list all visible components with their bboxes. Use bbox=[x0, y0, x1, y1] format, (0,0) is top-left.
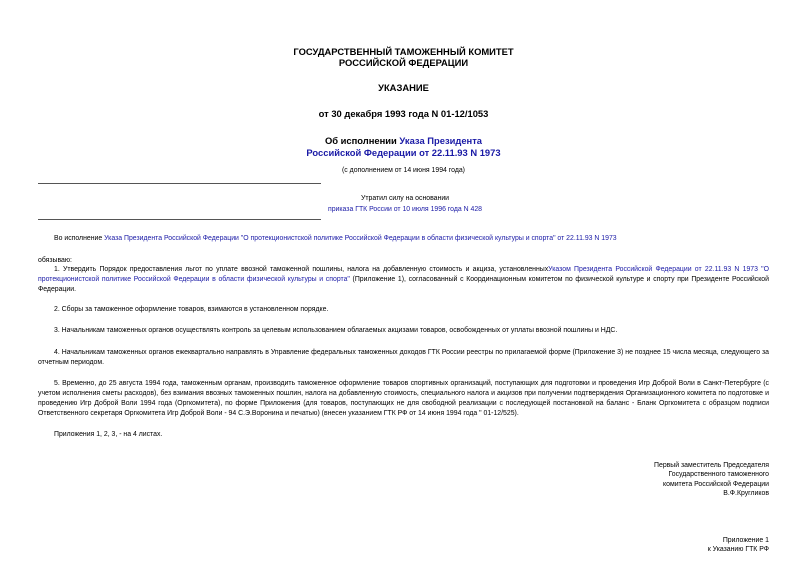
p1-text-b: (Приложение 1), согласованный с Координационным комитетом по физической культуре и спорту при Президенте Российской Федерации. bbox=[38, 276, 769, 293]
intro-prefix: Во исполнение bbox=[54, 235, 105, 242]
signature-block bbox=[654, 461, 769, 499]
title-decree-link[interactable]: Указа Президента bbox=[399, 135, 483, 146]
attachments-note: Приложения 1, 2, 3, - на 4 листах. bbox=[54, 431, 163, 438]
title-decree-link-line2[interactable]: Российской Федерации от 22.11.93 N 1973 bbox=[306, 147, 501, 158]
divider-bottom bbox=[38, 219, 321, 220]
paragraph-3: 3. Начальникам таможенных органов осуществлять контроль за целевым использованием облагаемых акцизами товаров, освобожденных от уплаты ввозной пошлины и НДС. bbox=[54, 327, 618, 334]
org-name-line2: РОССИЙСКОЙ ФЕДЕРАЦИИ bbox=[338, 57, 469, 68]
appendix-heading bbox=[708, 536, 769, 555]
obligate-text: обязываю: bbox=[38, 257, 72, 264]
appendix-line2: к Указанию ГТК РФ bbox=[707, 546, 769, 554]
signature-line2: Государственного таможенного bbox=[668, 471, 769, 479]
signatory-name: В.Ф.Кругликов bbox=[723, 490, 769, 498]
intro-decree-link[interactable]: Указа Президента Российской Федерации "О протекционистской политике Российской Федерации в области физической культуры и спорта" от 22.11.93 N 1973 bbox=[104, 235, 617, 242]
title-prefix: Об исполнении bbox=[324, 135, 400, 146]
signature-line1: Первый заместитель Председателя bbox=[654, 462, 769, 469]
repeal-order-link[interactable]: приказа ГТК России от 10 июля 1996 года N 428 bbox=[327, 206, 483, 213]
document-title-line1 bbox=[0, 135, 807, 146]
document-type: УКАЗАНИЕ bbox=[378, 82, 429, 93]
amendment-note: (с дополнением от 14 июня 1994 года) bbox=[342, 167, 465, 174]
org-name-line1: ГОСУДАРСТВЕННЫЙ ТАМОЖЕННЫЙ КОМИТЕТ bbox=[293, 46, 514, 57]
status-line: Утратил силу на основании bbox=[360, 195, 450, 202]
paragraph-2: 2. Сборы за таможенное оформление товаров, взимаются в установленном порядке. bbox=[54, 306, 329, 313]
paragraph-4: 4. Начальникам таможенных органов ежеквартально направлять в Управление федеральных таможенных доходов ГТК России реестры по прилагаемой форме (Приложение 3) не позднее 15 числа месяца, следующего за отчетным периодом. bbox=[38, 349, 769, 366]
divider-top bbox=[38, 183, 321, 184]
p1-decree-link[interactable]: Указом Президента Российской Федерации от 22.11.93 N 1973 "О протекционистской политике Российской Федерации в области физической культуры и спорта" bbox=[38, 266, 769, 283]
p1-text-a: 1. Утвердить Порядок предоставления льгот по уплате ввозной таможенной пошлины, налога на добавленную стоимость и акциза, установленных bbox=[54, 266, 549, 273]
appendix-line1: Приложение 1 bbox=[722, 537, 769, 544]
document-date-number: от 30 декабря 1993 года N 01-12/1053 bbox=[318, 108, 489, 119]
signature-line3: комитета Российской Федерации bbox=[663, 480, 769, 488]
intro-paragraph bbox=[38, 234, 769, 244]
paragraph-1 bbox=[38, 265, 769, 295]
paragraph-5: 5. Временно, до 25 августа 1994 года, таможенным органам, производить таможенное оформление товаров спортивных организаций, поступающих для подготовки и проведения Игр Доброй Воли в Санкт-Петербурге (с учетом исполнения сметы расходов), без взимания ввозных таможенных пошлин, налога на добавленную стоимость, специального налога и акцизов при получении подтверждения Организационного комитета по подготовке и проведению Игр Доброй Воли 1994 года (Оргкомитета), по форме Приложения (для товаров, поступающих не для свободной реализации с последующей постановкой на баланс - Бланк Оргкомитета с образцом подписи Ответственного секретаря Оргкомитета Игр Доброй Воли - 94 С.Э.Воронина и печатью) (внесен указанием ГТК РФ от 14 июня 1994 года " 01-12/525). bbox=[38, 380, 769, 417]
